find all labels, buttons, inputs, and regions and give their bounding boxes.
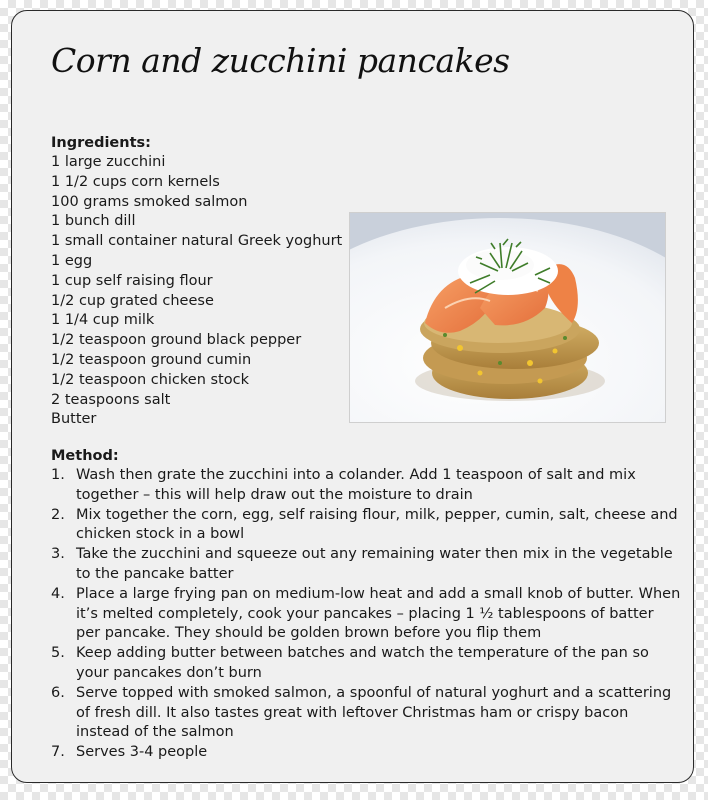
ingredient-item: 1 large zucchini	[51, 154, 166, 170]
method-heading: Method:	[51, 448, 119, 464]
recipe-card	[11, 10, 694, 783]
method-step	[51, 743, 681, 763]
step-text: Serves 3-4 people	[76, 744, 208, 761]
method-step	[51, 545, 681, 585]
ingredient-item: 1/2 cup grated cheese	[51, 292, 214, 309]
step-number: 3.	[51, 546, 65, 563]
ingredient-item: 1/2 teaspoon ground cumin	[51, 351, 252, 368]
ingredient-item: 1 egg	[51, 252, 93, 269]
ingredient-item: 1/2 teaspoon chicken stock	[51, 371, 249, 388]
step-number: 5.	[51, 645, 65, 662]
method-step	[51, 466, 681, 506]
step-text: Keep adding butter between batches and watch the temperature of the pan so your pancakes don’t burn	[76, 645, 649, 681]
step-number: 4.	[51, 585, 65, 602]
step-number: 2.	[51, 506, 65, 523]
ingredients-list	[51, 153, 351, 430]
step-text: Serve topped with smoked salmon, a spoonful of natural yoghurt and a scattering of fresh dill. It also tastes great with leftover Christmas ham or crispy bacon instead of the salmon	[76, 684, 672, 741]
ingredient-item: 2 teaspoons salt	[51, 391, 171, 408]
method-step	[51, 506, 681, 546]
ingredient-item: 1 small container natural Greek yoghurt	[51, 233, 343, 250]
step-number: 1.	[51, 467, 65, 483]
ingredient-item: 1 cup self raising flour	[51, 272, 213, 289]
recipe-title: Corn and zucchini pancakes	[51, 41, 510, 80]
ingredient-item: Butter	[51, 411, 97, 428]
step-text: Mix together the corn, egg, self raising flour, milk, pepper, cumin, salt, cheese and chicken stock in a bowl	[76, 506, 678, 543]
ingredient-item: 1 bunch dill	[51, 213, 136, 230]
step-number: 6.	[51, 684, 65, 701]
method-step	[51, 585, 681, 644]
ingredient-item: 100 grams smoked salmon	[51, 193, 248, 210]
ingredient-item: 1 1/4 cup milk	[51, 312, 155, 329]
method-list	[51, 466, 681, 763]
ingredients-section	[51, 133, 351, 430]
pancake-photo	[349, 212, 666, 423]
method-section	[51, 446, 681, 763]
step-text: Wash then grate the zucchini into a colander. Add 1 teaspoon of salt and mix together – this will help draw out the moisture to drain	[76, 467, 636, 503]
step-text: Place a large frying pan on medium-low heat and add a small knob of butter. When it’s melted completely, cook your pancakes – placing 1 ½ tablespoons of batter per pancake. They should be golden brown before you flip them	[76, 585, 681, 642]
step-text: Take the zucchini and squeeze out any remaining water then mix in the vegetable to the pancake batter	[76, 546, 673, 582]
method-step	[51, 684, 681, 743]
ingredient-item: 1 1/2 cups corn kernels	[51, 173, 220, 190]
ingredients-heading: Ingredients:	[51, 135, 151, 151]
method-step	[51, 644, 681, 684]
ingredient-item: 1/2 teaspoon ground black pepper	[51, 332, 302, 349]
step-number: 7.	[51, 744, 65, 761]
